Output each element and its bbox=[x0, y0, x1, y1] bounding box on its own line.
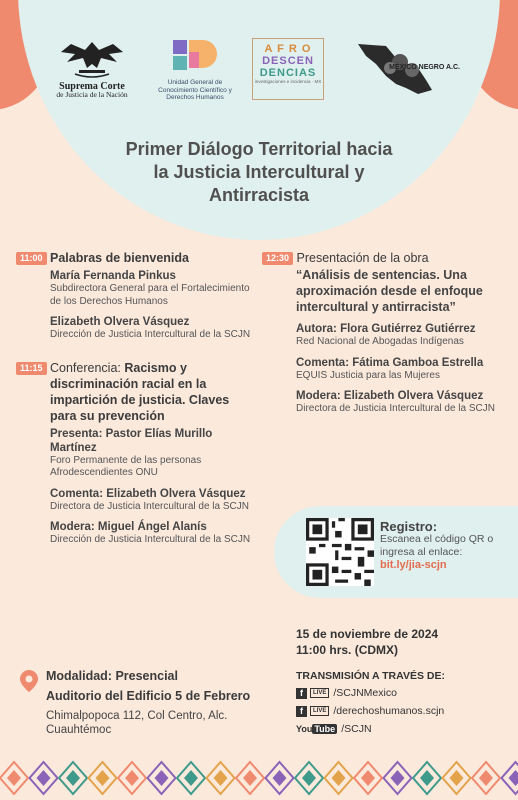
facebook-handle: /SCJNMexico bbox=[333, 687, 397, 699]
speaker-role: Directora de Justicia Intercultural de la SCJN bbox=[296, 403, 495, 414]
registration-title: Registro: bbox=[380, 519, 438, 534]
speaker-name: Autora: Flora Gutiérrez Gutiérrez bbox=[296, 323, 476, 335]
afro-tagline: investigaciones e incidencia · MX bbox=[254, 79, 322, 84]
ug-logo bbox=[150, 38, 240, 102]
venue-section bbox=[20, 668, 280, 737]
speaker-name: Presenta: Pastor Elías Murillo Martínez bbox=[50, 427, 213, 454]
scjn-subname: de Justicia de la Nación bbox=[56, 90, 128, 99]
agenda-item-prefix: Presentación de la obra bbox=[296, 251, 429, 265]
registration-panel bbox=[274, 506, 518, 598]
qr-code[interactable] bbox=[306, 518, 374, 586]
speaker-name: Modera: Elizabeth Olvera Vásquez bbox=[296, 390, 484, 402]
venue-address: Chimalpopoca 112, Col Centro, Alc. Cuauhtémoc bbox=[46, 710, 228, 736]
speaker-name: María Fernanda Pinkus bbox=[50, 270, 176, 282]
youtube-logo-you: You bbox=[296, 724, 313, 734]
live-badge: LIVE bbox=[310, 706, 329, 716]
afro-line-2: DESCEN bbox=[262, 55, 314, 67]
speaker-name: Comenta: Fátima Gamboa Estrella bbox=[296, 356, 484, 369]
event-date: 15 de noviembre de 2024 bbox=[296, 627, 439, 641]
afrodescendencias-logo bbox=[252, 38, 324, 100]
broadcast-title: TRANSMISIÓN A TRAVÉS DE: bbox=[296, 670, 445, 682]
title-line-2: la Justicia Intercultural y bbox=[153, 162, 365, 182]
time-badge: 11:00 bbox=[16, 252, 47, 265]
facebook-live-scjn[interactable] bbox=[296, 686, 445, 700]
speaker-role: Dirección de Justicia Intercultural de la SCJN bbox=[50, 329, 251, 340]
event-time: 11:00 hrs. (CDMX) bbox=[296, 643, 399, 657]
speaker-name: Comenta: Elizabeth Olvera Vásquez bbox=[50, 487, 246, 500]
facebook-icon: f bbox=[296, 706, 307, 717]
title-line-1: Primer Diálogo Territorial hacia bbox=[125, 139, 393, 159]
youtube-logo-tube: Tube bbox=[314, 724, 336, 734]
youtube-handle: /SCJN bbox=[341, 723, 372, 735]
facebook-handle: /derechoshumanos.scjn bbox=[333, 705, 445, 717]
mexico-negro-logo bbox=[356, 38, 466, 106]
agenda-item-welcome bbox=[16, 250, 256, 342]
mexico-negro-name: MÉXICO NEGRO A.C. bbox=[389, 64, 460, 71]
agenda-item-book-presentation bbox=[262, 250, 502, 416]
speaker-role: EQUIS Justicia para las Mujeres bbox=[296, 369, 440, 381]
registration-link[interactable]: bit.ly/jia-scjn bbox=[380, 559, 447, 571]
event-datetime bbox=[296, 626, 438, 658]
location-pin-icon bbox=[20, 670, 38, 692]
facebook-live-dh[interactable] bbox=[296, 704, 445, 718]
ug-name: Unidad General de Conocimiento Científico y Derechos Humanos bbox=[158, 79, 232, 101]
venue-mode: Modalidad: Presencial bbox=[46, 669, 178, 683]
agenda-item-title: Racismo y discriminación racial en la impartición de justicia. Claves para su prevención bbox=[50, 360, 230, 423]
afro-line-3: DENCIAS bbox=[259, 67, 317, 79]
agenda-item-heading bbox=[16, 360, 256, 424]
speaker-name: Modera: Miguel Ángel Alanís bbox=[50, 521, 207, 533]
venue-place: Auditorio del Edificio 5 de Febrero bbox=[46, 689, 251, 703]
afro-line-1: A F R O bbox=[264, 43, 312, 55]
agenda-item-heading bbox=[262, 250, 502, 266]
speaker-name: Elizabeth Olvera Vásquez bbox=[50, 316, 190, 328]
page-title bbox=[80, 138, 438, 207]
speaker-role: Foro Permanente de las personas Afrodescendientes ONU bbox=[50, 454, 202, 478]
time-badge: 12:30 bbox=[262, 252, 293, 265]
title-line-3: Antirracista bbox=[208, 185, 310, 205]
eagle-emblem-icon bbox=[57, 38, 127, 78]
youtube-channel[interactable] bbox=[296, 722, 445, 736]
program-left-column bbox=[16, 250, 256, 557]
book-title: “Análisis de sentencias. Una aproximación desde el enfoque intercultural y antirracista” bbox=[296, 268, 483, 314]
speaker-role: Red Nacional de Abogadas Indígenas bbox=[296, 336, 464, 347]
ug-symbol-icon bbox=[165, 38, 225, 74]
scjn-name: Suprema Corte bbox=[59, 81, 125, 92]
scjn-logo bbox=[52, 38, 132, 99]
facebook-icon: f bbox=[296, 688, 307, 699]
time-badge: 11:15 bbox=[16, 362, 47, 375]
logo-bar bbox=[0, 38, 518, 108]
broadcast-section bbox=[296, 670, 445, 740]
agenda-item-title: Palabras de bienvenida bbox=[50, 251, 189, 265]
speaker-role: Dirección de Justicia Intercultural de la SCJN bbox=[50, 534, 251, 545]
agenda-item-heading bbox=[16, 250, 256, 266]
youtube-icon bbox=[296, 724, 337, 734]
agenda-item-conference bbox=[16, 360, 256, 547]
decorative-border-pattern bbox=[0, 756, 518, 800]
registration-instructions: Escanea el código QR o ingresa al enlace: bbox=[380, 533, 494, 558]
agenda-item-prefix: Conferencia: bbox=[50, 360, 125, 375]
program-right-column bbox=[262, 250, 502, 426]
speaker-role: Directora de Justicia Intercultural de la SCJN bbox=[50, 500, 249, 512]
live-badge: LIVE bbox=[310, 688, 329, 698]
speaker-role: Subdirectora General para el Fortalecimiento de los Derechos Humanos bbox=[50, 283, 250, 307]
